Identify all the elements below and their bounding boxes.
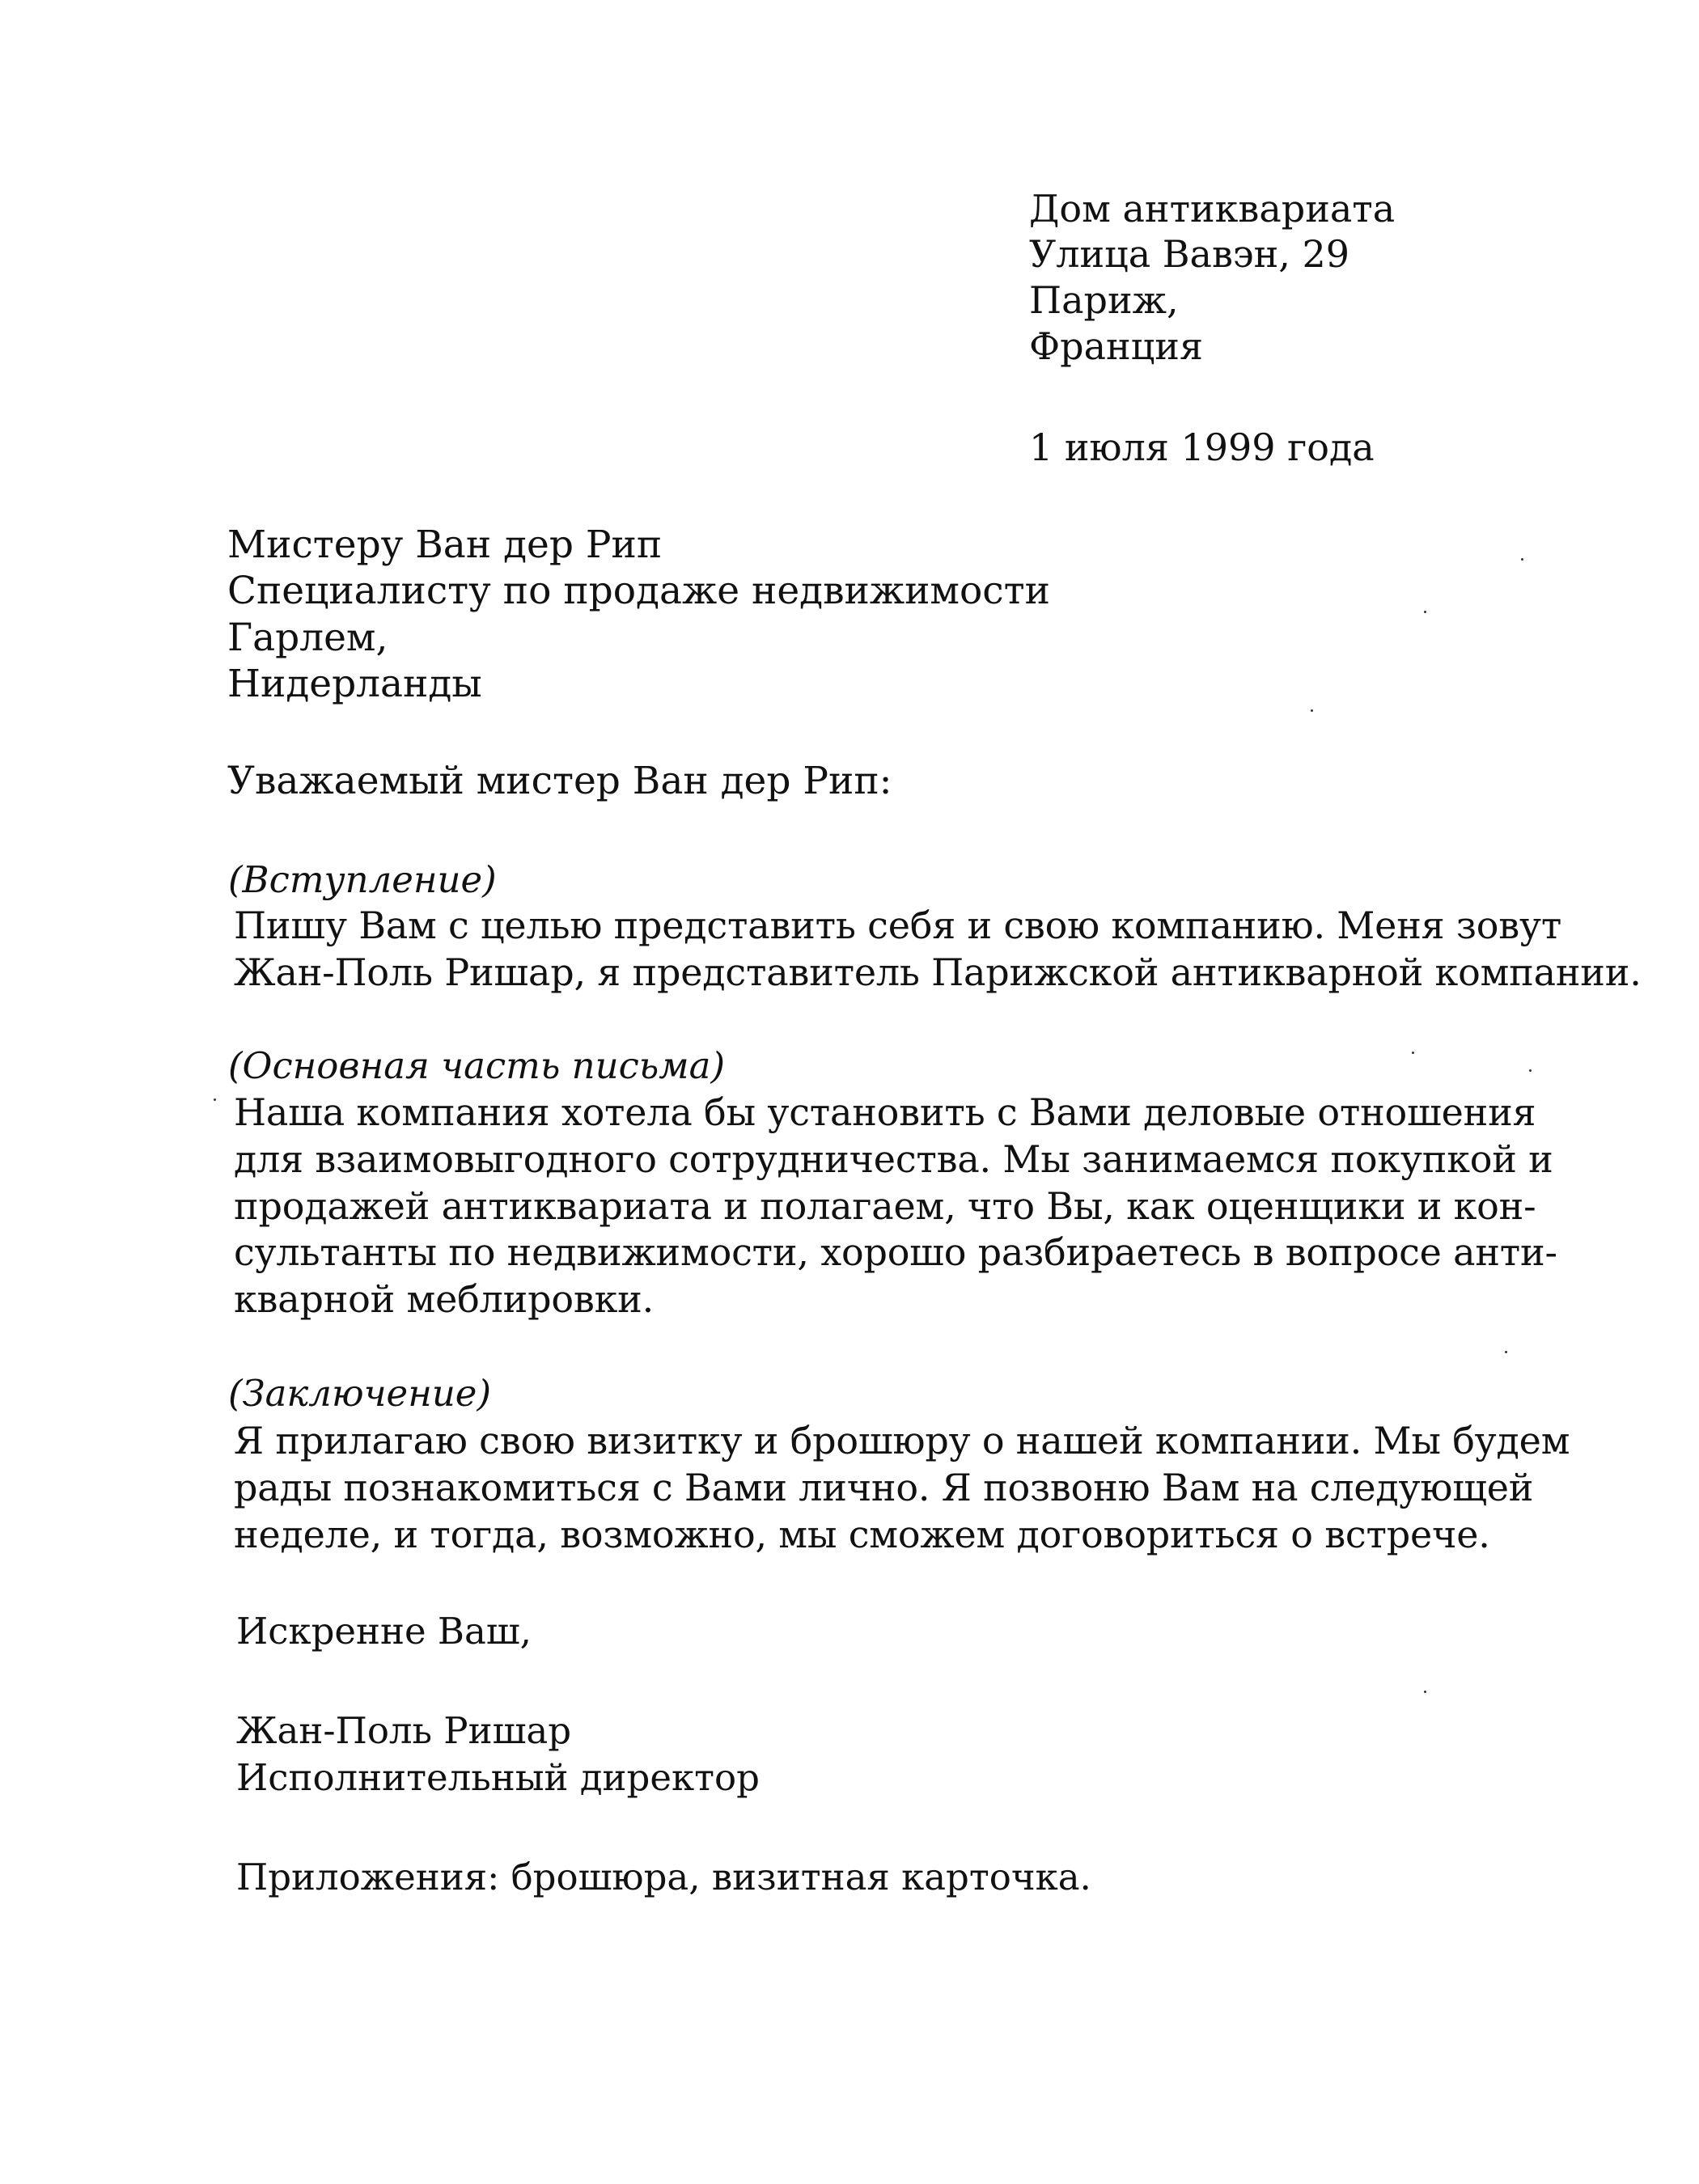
closing: Искренне Ваш,	[236, 1610, 532, 1653]
scan-speck	[1521, 558, 1523, 561]
body-line: продажей антиквариата и полагаем, что Вы, как оценщики и кон-	[234, 1184, 1536, 1228]
scan-speck	[1505, 1351, 1507, 1353]
section-heading: (Основная часть письма)	[228, 1044, 726, 1087]
scan-speck	[1311, 709, 1313, 712]
letter-date: 1 июля 1999 года	[1029, 425, 1375, 469]
salutation: Уважаемый мистер Ван дер Рип:	[227, 759, 892, 803]
section-heading: (Вступление)	[228, 858, 497, 901]
sender-line: Дом антиквариата	[1029, 187, 1396, 231]
body-line: сультанты по недвижимости, хорошо разбираетесь в вопросе анти-	[234, 1230, 1557, 1274]
enclosures: Приложения: брошюра, визитная карточка.	[236, 1856, 1091, 1898]
scan-speck	[1424, 611, 1426, 613]
body-line: Жан-Поль Ришар, я представитель Парижской антикварной компании.	[234, 950, 1642, 994]
section-heading: (Заключение)	[228, 1372, 491, 1415]
recipient-line: Гарлем,	[227, 616, 388, 660]
scan-speck	[214, 1098, 216, 1101]
scan-speck	[1412, 1052, 1414, 1054]
recipient-line: Специалисту по продаже недвижимости	[227, 569, 1050, 613]
body-line: неделе, и тогда, возможно, мы сможем договориться о встрече.	[234, 1513, 1490, 1556]
recipient-line: Мистеру Ван дер Рип	[227, 523, 663, 567]
recipient-line: Нидерланды	[227, 662, 482, 706]
body-line: для взаимовыгодного сотрудничества. Мы занимаемся покупкой и	[234, 1137, 1553, 1181]
scan-speck	[1529, 1069, 1532, 1072]
scan-speck	[1424, 1691, 1426, 1693]
signature-name: Жан-Поль Ришар	[236, 1709, 572, 1752]
body-line: Наша компания хотела бы установить с Вами деловые отношения	[234, 1090, 1536, 1134]
body-line: рады познакомиться с Вами лично. Я позвоню Вам на следующей	[234, 1466, 1534, 1509]
sender-line: Париж,	[1029, 278, 1179, 322]
body-line: Пишу Вам с целью представить себя и свою компанию. Меня зовут	[234, 904, 1562, 947]
body-line: кварной меблировки.	[234, 1277, 655, 1321]
body-line: Я прилагаю свою визитку и брошюру о нашей компании. Мы будем	[234, 1419, 1570, 1462]
sender-line: Франция	[1029, 324, 1203, 368]
sender-line: Улица Вавэн, 29	[1029, 232, 1350, 276]
signature-title: Исполнительный директор	[236, 1756, 760, 1799]
